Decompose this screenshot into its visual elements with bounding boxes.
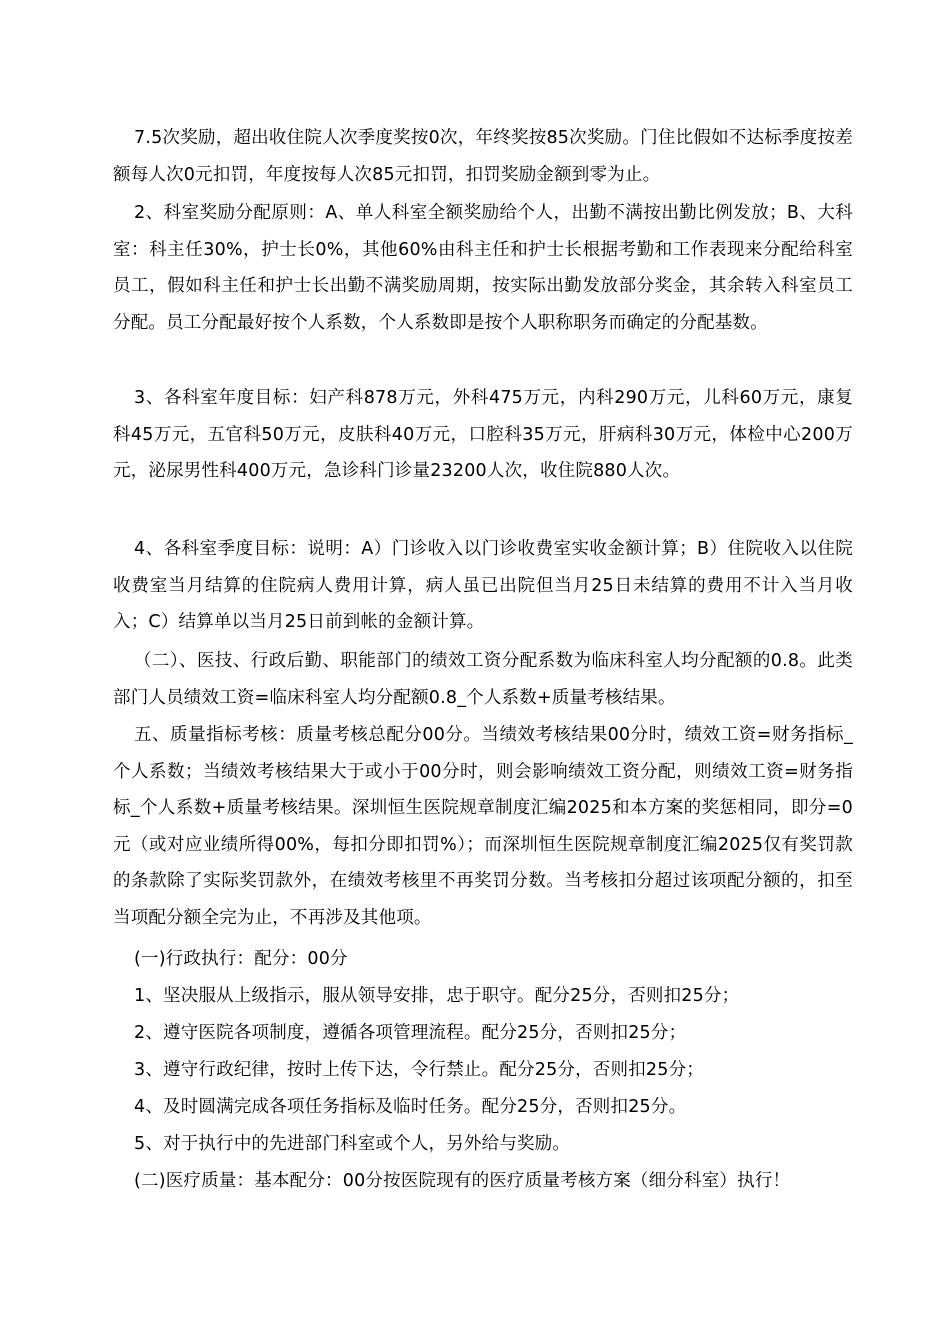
list-item-complete-tasks: 4、及时圆满完成各项任务指标及临时任务。配分25分，否则扣25分。 (134, 1097, 687, 1117)
list-item-extra-reward: 5、对于执行中的先进部门科室或个人，另外给与奖励。 (134, 1134, 571, 1154)
list-item-obey-instructions: 1、坚决服从上级指示，服从领导安排，忠于职守。配分25分，否则扣25分； (134, 986, 740, 1006)
paragraph-quality-indicator-assessment: 五、质量指标考核：质量考核总配分00分。当绩效考核结果00分时，绩效工资=财务指标_个人系数；当绩效考核结果大于或小于00分时，则会影响绩效工资分配，则绩效工资=财务指标_个人系数+质量考核结果。深圳恒生医院规章制度汇编2025和本方案的奖惩相同，即分=0元（或对应业绩所得00%，每扣分即扣罚%）；而深圳恒生医院规章制度汇编2025仅有奖罚款的条款除了实际奖罚款外，在绩效考核里不再奖罚分数。当考核扣分超过该项配分额的，扣至当项配分额全完为止，不再涉及其他项。 (113, 725, 853, 928)
paragraph-department-allocation-principle: 2、科室奖励分配原则：A、单人科室全额奖励给个人，出勤不满按出勤比例发放；B、大科室：科主任30%，护士长0%，其他60%由科主任和护士长根据考勤和工作表现来分配给科室员工，假如科主任和护士长出勤不满奖励周期，按实际出勤发放部分奖金，其余转入科室员工分配。员工分配最好按个人系数，个人系数即是按个人职称职务而确定的分配基数。 (113, 203, 853, 333)
paragraph-quarterly-targets: 4、各科室季度目标：说明：A）门诊收入以门诊收费室实收金额计算；B）住院收入以住院收费室当月结算的住院病人费用计算，病人虽已出院但当月25日未结算的费用不计入当月收入；C）结算单以当月25日前到帐的金额计算。 (113, 539, 853, 633)
paragraph-annual-targets: 3、各科室年度目标：妇产科878万元，外科475万元，内科290万元，儿科60万元，康复科45万元，五官科50万元，皮肤科40万元，口腔科35万元，肝病科30万元，体检中心200万元，泌尿男性科400万元，急诊科门诊量23200人次，收住院880人次。 (113, 388, 853, 482)
list-item-discipline: 3、遵守行政纪律，按时上传下达，令行禁止。配分25分，否则扣25分； (134, 1060, 704, 1080)
list-item-follow-rules: 2、遵守医院各项制度，遵循各项管理流程。配分25分，否则扣25分； (134, 1023, 687, 1043)
heading-medical-quality: (二)医疗质量：基本配分：00分按医院现有的医疗质量考核方案（细分科室）执行！ (134, 1171, 791, 1191)
paragraph-quarterly-bonus-rule: 7.5次奖励，超出收住院人次季度奖按0次，年终奖按85次奖励。门住比假如不达标季度按差额每人次0元扣罚，年度按每人次85元扣罚，扣罚奖励金额到零为止。 (113, 128, 853, 185)
heading-administrative-execution: (一)行政执行：配分：00分 (134, 949, 348, 969)
paragraph-support-departments-coefficient: （二）、医技、行政后勤、职能部门的绩效工资分配系数为临床科室人均分配额的0.8。此类部门人员绩效工资=临床科室人均分配额0.8_个人系数+质量考核结果。 (113, 651, 853, 708)
